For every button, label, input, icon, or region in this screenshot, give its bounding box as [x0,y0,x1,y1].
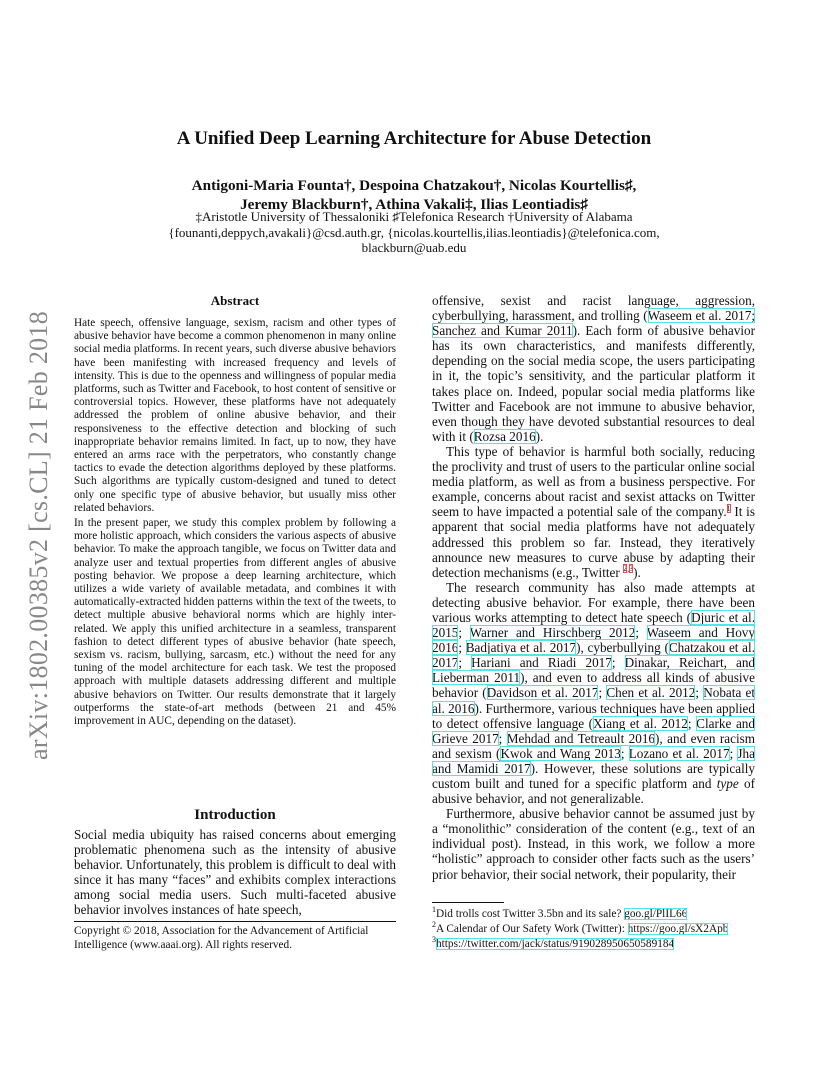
footnote-2: $^2$A Calendar of Our Safety Work (Twitter): https://goo.gl/sX2Apb [432,920,729,935]
right-paragraph-1: offensive, sexist and racist language, aggression, cyberbullying, harassment, and trolling (Waseem et al. 2017; Sanchez and Kumar 2011). Each form of abusive behavior has its own characteristics, and manifests differently, depending on the social media scope, the users participating in it, the topic’s sensitivity, and the particular platform it takes place on. Indeed, popular social media platforms like Twitter and Facebook are not immune to abusive behavior, even though they have devoted substantial resources to deal with it (Rozsa 2016). [432,293,755,444]
footnote-link[interactable]: goo.gl/PlIL66 [624,908,688,920]
right-paragraph-2: This type of behavior is harmful both socially, reducing the proclivity and trust of users to the particular online social media platform, as well as from a business perspective. For example, concerns about racist and sexist attacks on Twitter seem to have impacted a potential sale of the company.$^1$ It is apparent that social media platforms have not adequately addressed this problem so far. Instead, they iteratively announce new measures to curve abuse by adapting their detection mechanisms (e.g., Twitter $^{2,3}$). [432,443,755,580]
abstract-paragraph-1: Hate speech, offensive language, sexism, racism and other types of abusive behavior have become a common phenomenon in many online social media platforms. In recent years, such diverse abusive behaviors have been manifesting with increased frequency and levels of intensity. This is due to the openness and willingness of popular media platforms, such as Twitter and Facebook, to host content of sensitive or controversial topics. However, these platforms have not adequately addressed the problem of online abusive behavior, and their responsiveness to the effective detection and blocking of such inappropriate behavior remains limited. In fact, up to now, they have entered an arms race with the perpetrators, who constantly change tactics to evade the detection algorithms deployed by these platforms. Such algorithms are typically custom-designed and tuned to detect only one specific type of abusive behavior, but usually miss other related behaviors. [74,317,396,514]
footnote-ref-1[interactable]: 1 [726,503,731,513]
citation-link[interactable]: Xiang et al. 2012 [593,715,688,731]
footnote-1: $^1$Did trolls cost Twitter 3.5bn and its sale? goo.gl/PlIL66 [432,905,688,920]
right-paragraph-3: The research community has also made attempts at detecting abusive behavior. For example, there have been various works attempting to detect hate speech (Djuric et al. 2015; Warner and Hirschberg 2012; Waseem and Hovy 2016; Badjatiya et al. 2017), cyberbullying (Chatzakou et al. 2017; Hariani and Riadi 2017; Dinakar, Reichart, and Lieberman 2011), and even to address all kinds of abusive behavior (Davidson et al. 2017; Chen et al. 2012; Nobata et al. 2016). Furthermore, various techniques have been applied to detect offensive language (Xiang et al. 2012; Clarke and Grieve 2017; Mehdad and Tetreault 2016), and even racism and sexism (Kwok and Wang 2013; Lozano et al. 2017; Jha and Mamidi 2017). However, these solutions are typically custom built and tuned for a specific platform and type of abusive behavior, and not generalizable. [432,579,756,807]
citation-link[interactable]: Chatzakou et al. 2017 [432,640,755,671]
citation-link[interactable]: Badjatiya et al. 2017 [465,640,577,656]
introduction-heading: Introduction [194,807,276,823]
citation-link[interactable]: Warner and Hirschberg 2012 [469,625,636,641]
citation-link[interactable]: Rozsa 2016 [473,428,536,444]
footnotes [432,902,755,952]
affiliations-line-2: {founanti,deppych,avakali}@csd.auth.gr, {nicolas.kourtellis,ilias.leontiadis}@telefonica.com, [168,224,660,240]
footnote-link[interactable]: https://goo.gl/sX2Apb [627,923,729,935]
footnote-3: $^3$https://twitter.com/jack/status/919028950650589184 [432,935,675,950]
authors-line-2: Jeremy Blackburn†, Athina Vakali‡, Ilias Leontiadis♯ [240,196,588,213]
citation-link[interactable]: Lozano et al. 2017 [628,745,730,761]
footnote-link[interactable]: https://twitter.com/jack/status/919028950650589184 [436,938,675,950]
citation-link[interactable]: Nobata et al. 2016 [432,685,755,716]
citation-link[interactable]: Kwok and Wang 2013 [500,745,621,761]
arxiv-id-text: arXiv:1802.00385v2 [cs.CL] 21 Feb 2018 [24,310,53,760]
abstract-paragraph-2: In the present paper, we study this complex problem by following a more holistic approach, which considers the various aspects of abusive behavior. To make the approach tangible, we focus on Twitter data and analyze user and textual properties from different angles of abusive posting behavior. We propose a deep learning architecture, which utilizes a wide variety of available metadata, and combines it with automatically-extracted hidden patterns within the text of the tweets, to detect multiple abusive behavioral norms which are highly inter-related. We apply this unified architecture in a seamless, transparent fashion to detect different types of abusive behavior (hate speech, sexism vs. racism, bullying, sarcasm, etc.) without the need for any tuning of the model architecture for each task. We test the proposed approach with multiple datasets addressing different and multiple abusive behaviors on Twitter. Our results demonstrate that it largely outperforms the state-of-art methods (between 21 and 45% improvement in AUC, depending on the dataset). [74,517,396,728]
citation-link[interactable]: Davidson et al. 2017 [486,685,599,701]
citation-link[interactable]: Dinakar, Reichart, and Lieberman 2011 [432,655,756,686]
abstract-body [74,317,396,728]
citation-link[interactable]: Mehdad and Tetreault 2016 [506,730,656,746]
paper-title: A Unified Deep Learning Architecture for Abuse Detection [176,128,652,149]
citation-link[interactable]: Djuric et al. 2015 [432,609,755,641]
footnote-ref-2[interactable]: 2 [623,564,628,574]
citation-link[interactable]: Waseem et al. 2017; Sanchez and Kumar 2011 [432,308,755,339]
citation-link[interactable]: Clarke and Grieve 2017 [432,715,755,746]
footnote-ref-3[interactable]: 3 [629,564,634,574]
authors-line-1: Antigoni-Maria Founta†, Despoina Chatzakou†, Nicolas Kourtellis♯, [191,177,637,194]
affiliations-line-1: ‡Aristotle University of Thessaloniki ♯Telefonica Research †University of Alabama [195,209,633,224]
right-column-body [432,293,755,882]
abstract-heading: Abstract [210,293,260,308]
introduction-paragraph-1: Social media ubiquity has raised concerns about emerging problematic phenomena such as the intensity of abusive behavior. Unfortunately, this problem is difficult to deal with since it has many “faces” and exhibits complex interactions among social media users. Such multi-faceted abusive behavior involves instances of hate speech, [74,827,396,917]
affiliations [0,209,828,256]
introduction-body [74,827,396,917]
citation-link[interactable]: Chen et al. 2012 [606,685,696,701]
citation-link[interactable]: Jha and Mamidi 2017 [432,745,756,776]
right-paragraph-4: Furthermore, abusive behavior cannot be assumed just by a “monolithic” consideration of the content (e.g., text of an individual post). Instead, in this work, we follow a more “holistic” approach to consider other facts such as the users’ prior behavior, their social network, their popularity, their [432,806,755,882]
footnote-rule [432,902,504,903]
copyright-notice: Copyright © 2018, Association for the Advancement of Artificial Intelligence (www.aaai.org). All rights reserved. [74,921,396,952]
affiliations-line-3: blackburn@uab.edu [361,240,467,255]
arxiv-identifier-stamp [22,292,56,760]
citation-link[interactable]: Hariani and Riadi 2017 [471,655,612,671]
citation-link[interactable]: Waseem and Hovy 2016 [432,625,755,656]
